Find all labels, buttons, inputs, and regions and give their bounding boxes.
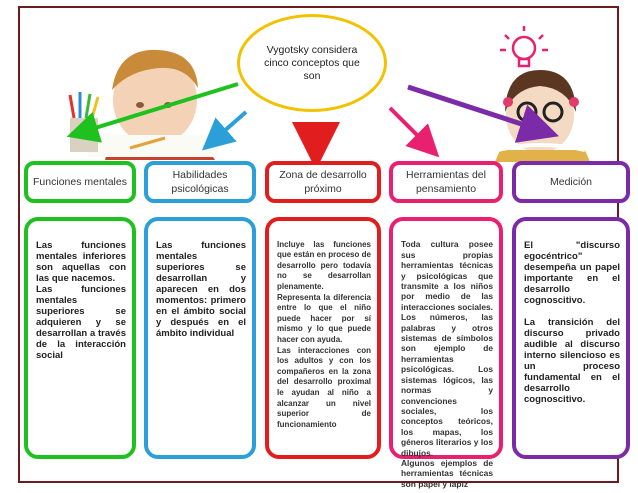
body-herramientas-pensamiento: [389, 217, 503, 489]
central-concept-text: Vygotsky considera cinco conceptos que son: [264, 43, 360, 82]
body-text: Las funciones mentales superiores se desarrollan y aparecen en dos momentos: primero en el ámbito social y después en el ámbito individual: [156, 240, 246, 339]
body-text: Incluye las funciones que están en proceso de desarrollo pero todavía no se desarrollan plenamente. Representa la diferencia entre lo que el niño puede hacer por sí mismo y lo que puede hacer con ayuda. Las interacciones con los adultos y con los compañeros en la zona del desarrollo proximal le ayudan al niño a alcanzar un nivel superior de funcionamiento: [277, 239, 371, 429]
header-text: Zona de desarrollo próximo: [279, 169, 367, 195]
body-text: Toda cultura posee sus propias herramientas técnicas y psicológicas que transmite a los niños por medio de las interacciones sociales. Los números, las palabras y otros sistemas de símbolos son ejemplo de herramientas psicológicas. Los sistemas lógicos, las normas y convenciones sociales, los conceptos teóricos, los mapas, los géneros literarios y los dibujos. Algunos ejemplos de herramientas técnicas son papel y lápiz: [401, 239, 493, 489]
body-funciones-mentales: [24, 217, 136, 459]
child-writing-illustration: [70, 50, 218, 160]
header-medicion: [512, 161, 630, 203]
body-text: Las funciones mentales inferiores son aquellas con las que nacemos. Las funciones mentales superiores se adquieren y se desarrollan a través de la interacción social: [36, 240, 126, 361]
body-medicion: [512, 217, 630, 459]
body-zona-desarrollo-proximo: [265, 217, 381, 459]
child-reading-illustration: [495, 70, 590, 162]
header-text: Funciones mentales: [33, 176, 127, 188]
lightbulb-icon: [500, 26, 548, 66]
header-text: Herramientas del pensamiento: [406, 169, 486, 195]
header-zona-desarrollo-proximo: [265, 161, 381, 203]
arrow-blue: [214, 112, 246, 140]
header-habilidades-psicologicas: [144, 161, 256, 203]
body-text: El "discurso egocéntrico" desempeña un papel importante en el desarrollo cognoscitivo. La transición del discurso privado audible al discurso interno silencioso es un proceso fundamental en el desarrollo cognoscitivo.: [524, 240, 620, 405]
arrow-pink: [390, 108, 428, 146]
header-text: Medición: [549, 176, 593, 188]
central-concept-oval: [237, 14, 387, 112]
header-herramientas-pensamiento: [389, 161, 503, 203]
header-text: Habilidades psicológicas: [171, 169, 229, 195]
header-funciones-mentales: [24, 161, 136, 203]
body-habilidades-psicologicas: [144, 217, 256, 459]
